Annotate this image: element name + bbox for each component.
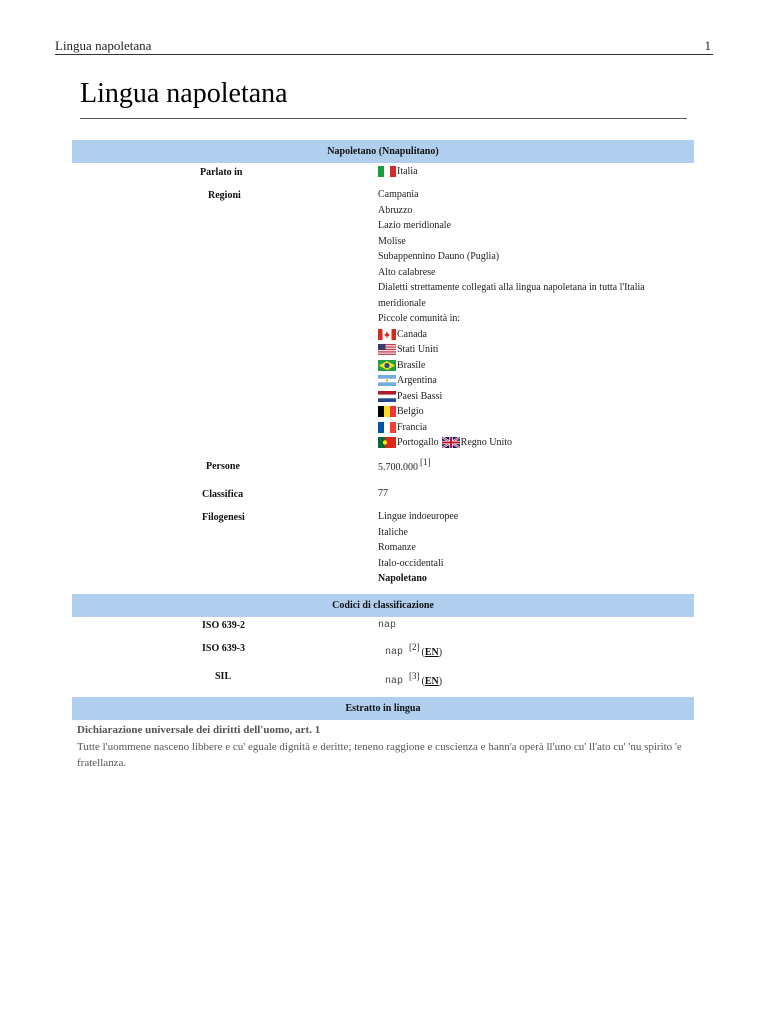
paren-open: (	[421, 676, 425, 687]
community-item[interactable]	[378, 435, 678, 451]
community-name[interactable]: Portogallo	[397, 437, 439, 448]
community-item[interactable]	[378, 327, 678, 343]
value-iso-639-3	[385, 642, 685, 661]
infobox-header-excerpt: Estratto in lingua	[72, 697, 694, 720]
community-name[interactable]: Canada	[397, 328, 427, 340]
phylogeny-item[interactable]: Italiche	[378, 526, 408, 538]
label-parlato-in: Parlato in	[200, 167, 243, 178]
community-item[interactable]	[378, 373, 678, 389]
italy-flag-icon	[378, 166, 396, 177]
page-number: 1	[704, 38, 711, 53]
community-name[interactable]: Brasile	[397, 359, 426, 371]
value-regioni	[378, 187, 678, 451]
community-name[interactable]: Belgio	[397, 406, 424, 417]
argentina-flag-icon	[378, 375, 396, 386]
community-name[interactable]: Argentina	[397, 375, 437, 386]
label-classifica: Classifica	[202, 489, 244, 500]
label-iso-639-2: ISO 639-2	[202, 620, 246, 631]
value-persone	[378, 457, 678, 476]
phylogeny-item[interactable]: Lingue indoeuropee	[378, 511, 459, 522]
reference-link[interactable]: [2]	[409, 642, 420, 652]
paren-close: )	[438, 647, 443, 658]
community-item[interactable]	[378, 389, 678, 405]
community-item[interactable]	[378, 404, 678, 420]
paren-open: (	[421, 647, 425, 658]
region-item[interactable]: Subappennino Dauno (Puglia)	[378, 251, 500, 262]
running-head	[55, 38, 713, 54]
canada-flag-icon	[378, 329, 396, 340]
infobox-header-codes: Codici di classificazione	[72, 594, 694, 617]
community-item[interactable]	[378, 420, 678, 436]
excerpt-title: Dichiarazione universale dei diritti dell'uomo, art. 1	[77, 724, 321, 736]
header-divider	[55, 54, 713, 55]
value-filogenesi	[378, 509, 678, 587]
usa-flag-icon	[378, 344, 396, 355]
belgium-flag-icon	[378, 406, 396, 417]
paren-close: )	[438, 676, 443, 687]
sil-code: nap	[385, 676, 404, 687]
country-italia-link[interactable]: Italia	[397, 166, 418, 177]
label-iso-639-3: ISO 639-3	[202, 643, 246, 654]
portugal-flag-icon	[378, 437, 396, 448]
excerpt-text: Tutte l'uommene nasceno libbere e cu' eguale dignità e deritte; teneno raggione e cuscienza e hann'a operà ll'uno cu' ll'ato cu' 'nu spirito 'e fratellanza.	[77, 741, 682, 769]
lang-en-link[interactable]: EN	[424, 647, 439, 658]
speakers-count: 5.700.000	[378, 462, 418, 473]
label-filogenesi: Filogenesi	[202, 512, 245, 523]
value-parlato-in	[378, 164, 678, 180]
community-name[interactable]: Francia	[397, 421, 427, 433]
region-item[interactable]: Lazio meridionale	[378, 220, 452, 231]
label-regioni: Regioni	[208, 190, 241, 201]
community-name[interactable]: Paesi Bassi	[397, 390, 443, 402]
iso-639-2-code: nap	[378, 620, 397, 631]
label-sil: SIL	[215, 671, 232, 682]
infobox-header-language: Napoletano (Nnapulitano)	[72, 140, 694, 163]
ranking-value: 77	[378, 488, 388, 499]
value-sil	[385, 671, 685, 690]
lang-en-link[interactable]: EN	[424, 676, 439, 687]
region-item[interactable]: Campania	[378, 189, 419, 200]
brazil-flag-icon	[378, 360, 396, 371]
title-divider	[80, 118, 687, 119]
value-iso-639-2	[378, 618, 678, 634]
label-persone: Persone	[206, 461, 240, 472]
phylogeny-item[interactable]: Italo-occidentali	[378, 557, 444, 569]
iso-639-3-code: nap	[385, 647, 404, 658]
region-item[interactable]: Alto calabrese	[378, 266, 436, 278]
community-item[interactable]	[378, 358, 678, 374]
community-name[interactable]: Regno Unito	[460, 437, 513, 448]
running-head-title: Lingua napoletana	[55, 38, 152, 53]
netherlands-flag-icon	[378, 391, 396, 402]
value-classifica	[378, 486, 678, 502]
article-title: Lingua napoletana	[80, 78, 288, 109]
region-item[interactable]: Abruzzo	[378, 204, 413, 216]
reference-link[interactable]: [1]	[420, 457, 431, 467]
france-flag-icon	[378, 422, 396, 433]
community-name[interactable]: Stati Uniti	[397, 344, 439, 355]
uk-flag-icon	[442, 437, 460, 448]
region-item[interactable]: Molise	[378, 235, 406, 247]
communities-intro: Piccole comunità in:	[378, 313, 461, 324]
dialects-note: Dialetti strettamente collegati alla lingua napoletana in tutta l'Italia meridionale	[378, 282, 645, 309]
reference-link[interactable]: [3]	[409, 671, 420, 681]
community-item[interactable]	[378, 342, 678, 358]
phylogeny-current: Napoletano	[378, 573, 427, 584]
phylogeny-item[interactable]: Romanze	[378, 542, 416, 553]
